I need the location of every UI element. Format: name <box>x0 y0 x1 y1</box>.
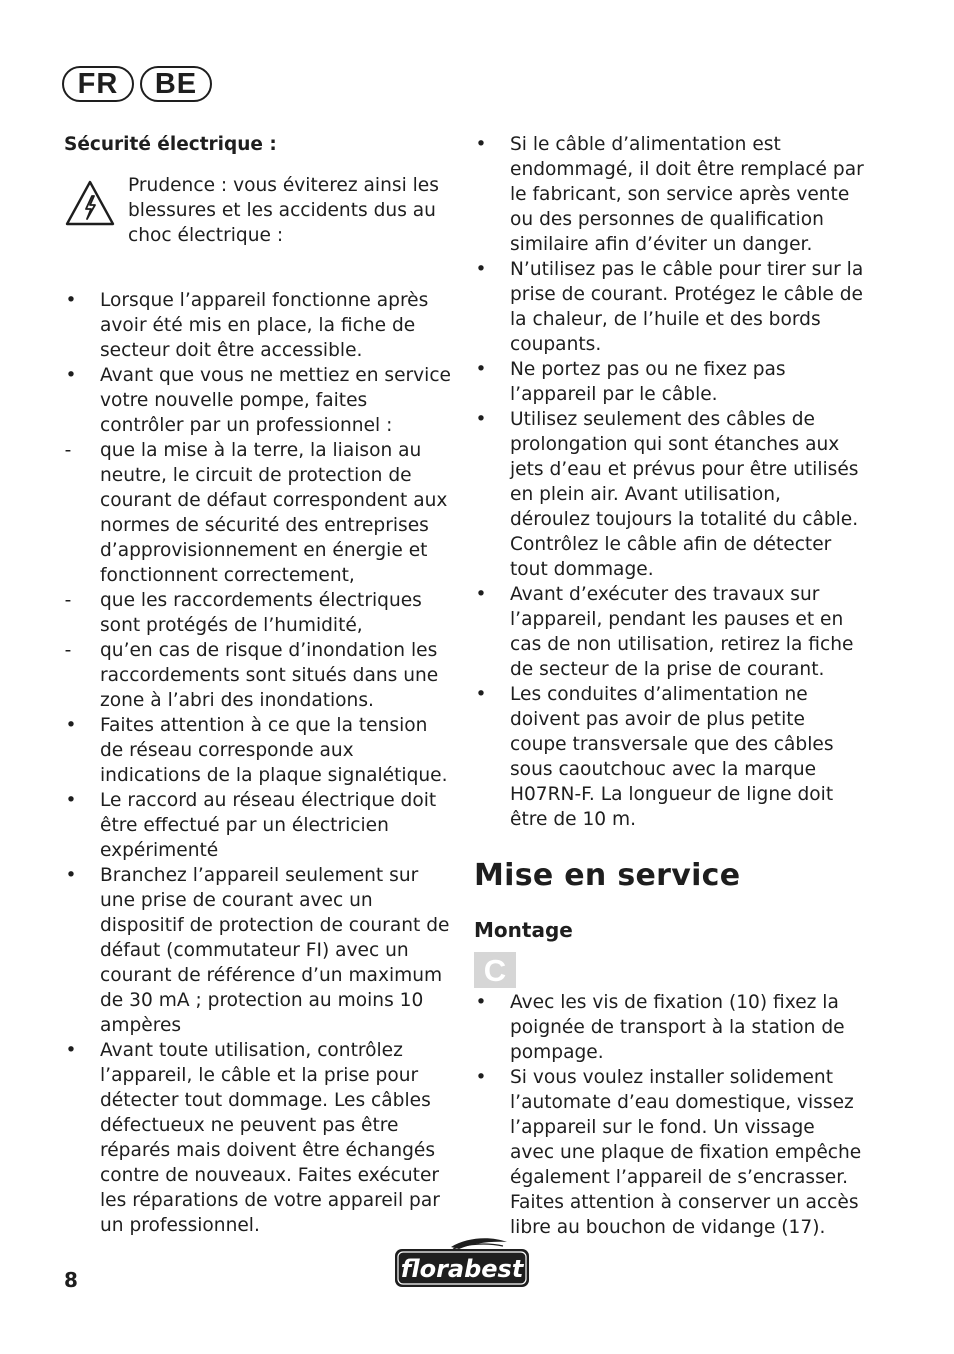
list-item-text: Avant que vous ne mettiez en service votre nouvelle pompe, faites contrôler par un professionnel : <box>100 365 451 436</box>
list-item <box>474 682 864 832</box>
right-column <box>474 132 864 1240</box>
list-item-text: que la mise à la terre, la liaison au neutre, le circuit de protection de courant de défaut correspondent aux normes de sécurité des entreprises d’approvisionnement en énergie et fonctionnent correctement, <box>100 440 448 586</box>
warning-note <box>64 173 454 248</box>
section-title: Mise en service <box>474 858 741 893</box>
bullet-marker: • <box>475 259 487 280</box>
list-item <box>64 1038 454 1238</box>
bullet-marker: • <box>475 359 487 380</box>
list-item <box>64 713 454 788</box>
list-item-text: Ne portez pas ou ne fixez pas l’appareil par le câble. <box>510 359 786 405</box>
list-item <box>474 132 864 257</box>
list-item <box>474 1065 864 1190</box>
bullet-marker: • <box>65 865 77 886</box>
list-item-text: Le raccord au réseau électrique doit être effectué par un électricien expérimenté <box>100 790 437 861</box>
left-column <box>64 132 454 1238</box>
electrical-safety-heading: Sécurité électrique : <box>64 134 277 155</box>
list-item-text: Avec les vis de fixation (10) fixez la poignée de transport à la station de pompage. <box>510 992 845 1063</box>
electrical-safety-list <box>64 288 454 1238</box>
list-item-text: Avant d’exécuter des travaux sur l’appareil, pendant les pauses et en cas de non utilisation, retirez la fiche de secteur de la prise de courant. <box>510 584 854 680</box>
figure-reference-c: C <box>474 952 516 988</box>
list-item <box>64 288 454 363</box>
list-item <box>64 788 454 863</box>
dash-marker: - <box>64 590 72 611</box>
list-item <box>64 638 454 713</box>
bullet-marker: • <box>65 790 77 811</box>
bullet-marker: • <box>475 684 487 705</box>
bullet-marker: • <box>475 409 487 430</box>
list-item-text: Avant toute utilisation, contrôlez l’appareil, le câble et la prise pour détecter tout dommage. Les câbles défectueux ne peuvent pas être réparés mais doivent être échangés contre de nouveaux. Faites exécuter les réparations de votre appareil par un professionnel. <box>100 1040 440 1236</box>
montage-list <box>474 990 864 1190</box>
list-item <box>64 863 454 1038</box>
list-item-text: qu’en cas de risque d’inondation les raccordements sont situés dans une zone à l’abri des inondations. <box>100 640 439 711</box>
list-item-text: Lorsque l’appareil fonctionne après avoir été mis en place, la fiche de secteur doit être accessible. <box>100 290 429 361</box>
florabest-logo <box>393 1234 531 1290</box>
list-item-text: Les conduites d’alimentation ne doivent pas avoir de plus petite coupe transversale que des câbles sous caoutchouc avec la marque H07RN-F. La longueur de ligne doit être de 10 m. <box>510 684 834 830</box>
warning-text: Prudence : vous éviterez ainsi les blessures et les accidents dus au choc électrique : <box>128 175 439 246</box>
electric-warning-icon <box>64 179 116 227</box>
bullet-marker: • <box>65 365 77 386</box>
list-item <box>64 588 454 638</box>
list-item <box>474 357 864 407</box>
dash-marker: - <box>64 440 72 461</box>
list-item-text: Si le câble d’alimentation est endommagé, il doit être remplacé par le fabricant, son service après vente ou des personnes de qualification similaire afin d’éviter un danger. <box>510 134 864 255</box>
bullet-marker: • <box>475 1067 487 1088</box>
page-number: 8 <box>64 1268 78 1292</box>
list-item <box>474 407 864 582</box>
list-item <box>64 438 454 588</box>
bullet-marker: • <box>475 584 487 605</box>
bullet-marker: • <box>475 992 487 1013</box>
list-item <box>474 582 864 682</box>
dash-marker: - <box>64 640 72 661</box>
cable-safety-list <box>474 132 864 832</box>
list-item <box>64 363 454 438</box>
montage-note: Faites attention à conserver un accès libre au bouchon de vidange (17). <box>510 1192 859 1238</box>
list-item-text: Faites attention à ce que la tension de réseau corresponde aux indications de la plaque signalétique. <box>100 715 448 786</box>
language-badge-fr: FR <box>62 66 134 102</box>
bullet-marker: • <box>65 290 77 311</box>
language-badge-be: BE <box>140 66 212 102</box>
subsection-title: Montage <box>474 918 573 942</box>
brand-wordmark: florabest <box>400 1255 524 1283</box>
list-item-text: N’utilisez pas le câble pour tirer sur la prise de courant. Protégez le câble de la chaleur, de l’huile et des bords coupants. <box>510 259 864 355</box>
bullet-marker: • <box>475 134 487 155</box>
list-item-text: Si vous voulez installer solidement l’automate d’eau domestique, vissez l’appareil sur le fond. Un vissage avec une plaque de fixation empêche également l’appareil de s’encrasser. <box>510 1067 862 1188</box>
list-item-text: Utilisez seulement des câbles de prolongation qui sont étanches aux jets d’eau et prévus pour être utilisés en plein air. Avant utilisation, déroulez toujours la totalité du câble. Contrôlez le câble afin de détecter tout dommage. <box>510 409 859 580</box>
bullet-marker: • <box>65 715 77 736</box>
list-item <box>474 257 864 357</box>
list-item-text: Branchez l’appareil seulement sur une prise de courant avec un dispositif de protection de courant de défaut (commutateur FI) avec un courant de référence d’un maximum de 30 mA ; protection au moins 10 ampères <box>100 865 450 1036</box>
list-item <box>474 990 864 1065</box>
bullet-marker: • <box>65 1040 77 1061</box>
list-item-text: que les raccordements électriques sont protégés de l’humidité, <box>100 590 422 636</box>
